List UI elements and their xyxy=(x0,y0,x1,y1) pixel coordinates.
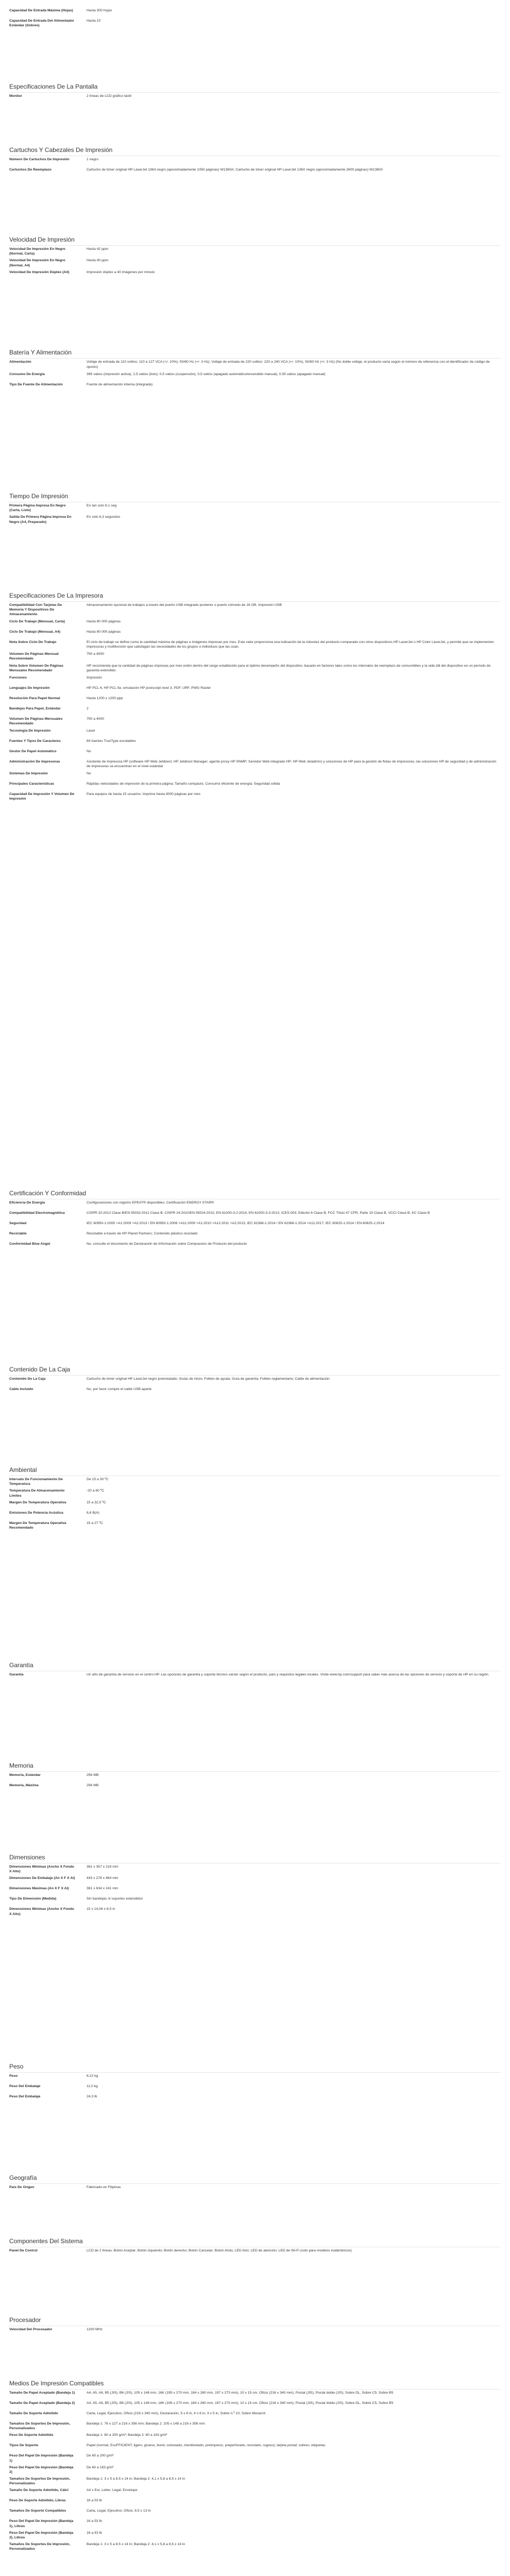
spec-value: 381 x 634 x 241 mm xyxy=(87,1887,118,1891)
spec-value: 15 a 32,5 ºC xyxy=(87,1500,106,1504)
spec-section xyxy=(9,590,501,803)
spec-rows xyxy=(9,1772,501,1792)
spec-value: 750 a 4000 xyxy=(87,652,105,656)
spec-label: Número De Cartuchos De Impresión xyxy=(9,158,70,161)
section-title: Componentes Del Sistema xyxy=(9,2236,501,2247)
spec-label: Funciones xyxy=(9,676,27,680)
spec-value: 15 x 14,06 x 8,5 in xyxy=(87,1907,115,1911)
spec-label: Tamaño De Papel Aceptado (Bandeja 2) xyxy=(9,2401,75,2405)
spec-row xyxy=(9,514,501,525)
spec-section xyxy=(9,234,501,279)
spec-value: Hasta 42 ppm xyxy=(87,247,109,251)
spec-rows xyxy=(9,1376,501,1396)
spec-row xyxy=(9,602,501,618)
spec-row xyxy=(9,1863,501,1875)
spec-rows xyxy=(9,93,501,103)
spec-section xyxy=(9,2173,501,2194)
spec-rows xyxy=(9,1476,501,1531)
spec-section xyxy=(9,1852,501,1918)
spec-row xyxy=(9,2400,501,2410)
spec-label: Sistemas De Impresión xyxy=(9,772,48,776)
spec-value: Carta, Legal, Ejecutivo, Oficio (216 x 340 mm), Declaración, 5 x 8 in, 4 x 6 in, 3 x 5 in, Sobre n.º 10, Sobre Monarch xyxy=(87,2412,266,2415)
spec-label: Salida De Primera Página Impresa En Negro (A4, Preparado) xyxy=(9,515,72,524)
spec-label: Velocidad De Impresión En Negro (Normal, A4) xyxy=(9,259,65,267)
spec-row xyxy=(9,1199,501,1210)
spec-label: Dimensiones De Embalaje (An X F X Al) xyxy=(9,1876,75,1880)
spec-label: Peso Del Papel De Impresión (Bandeja 2), Libras xyxy=(9,2531,74,2539)
spec-rows xyxy=(9,2247,501,2258)
spec-row xyxy=(9,1210,501,1220)
spec-row xyxy=(9,381,501,392)
spec-rows xyxy=(9,1199,501,1251)
spec-value: 6,6 B(A) xyxy=(87,1511,99,1515)
spec-value: No, consulte el documento de Declaración de Información sobre Compuestos de Producto del producto xyxy=(87,1242,247,1246)
spec-value: 395 vatios (impresión activa), 2,5 vatios (listo), 0,5 vatios (suspensión), 0,5 vatios (apagado automático/encendido manual), 0,05 vatios (apagado manual) xyxy=(87,372,326,376)
spec-row xyxy=(9,257,501,268)
spec-value: En solo 6,3 segundos xyxy=(87,515,121,519)
spec-value: Reciclable a través de HP Planet Partners; Contenido plástico reciclado xyxy=(87,1232,198,1235)
spec-label: Peso Del Papel De Impresión (Bandeja 2) xyxy=(9,2465,74,2474)
spec-label: Capacidad De Entrada Del Alimentador Estándar (Sobres) xyxy=(9,19,74,28)
spec-label: Eficiencia De Energía xyxy=(9,1201,45,1205)
spec-value: En tan solo 6,1 seg xyxy=(87,504,117,507)
spec-label: Nota Sobre Volumen De Páginas Mensuales Recomendado xyxy=(9,664,63,672)
spec-row xyxy=(9,1885,501,1895)
section-title: Peso xyxy=(9,2061,501,2073)
spec-row xyxy=(9,166,501,177)
spec-value: De 15 a 30 ºC xyxy=(87,1478,109,1481)
spec-row xyxy=(9,2326,501,2336)
spec-rows xyxy=(9,2326,501,2336)
section-title: Garantía xyxy=(9,1660,501,1671)
spec-row xyxy=(9,2442,501,2452)
spec-value: No xyxy=(87,749,91,753)
spec-rows xyxy=(9,156,501,177)
section-title: Dimensiones xyxy=(9,1852,501,1863)
section-title: Ambiental xyxy=(9,1465,501,1476)
spec-row xyxy=(9,2247,501,2258)
spec-label: Monitor xyxy=(9,94,22,98)
spec-row xyxy=(9,738,501,748)
spec-row xyxy=(9,758,501,771)
spec-value: 16 a 53 lb xyxy=(87,2499,102,2503)
spec-value: Voltaje de entrada de 110 voltios: 110 a 127 VCA (+/- 10%), 50/60 Hz (+/- 3 Hz); Voltaje de entrada de 220 voltios: 220 a 240 VCA (+/- 10%), 50/60 Hz (+/- 3 Hz) (No doble voltaje, el producto varía según el número de referencia con el identificador de código de opción) xyxy=(87,360,490,369)
spec-value: 750 a 4000 xyxy=(87,717,105,721)
spec-row xyxy=(9,246,501,257)
spec-rows xyxy=(9,1863,501,1918)
spec-value: Bandeja 1: 60 a 200 g/m²; Bandeja 2: 60 a 163 g/m² xyxy=(87,2433,167,2437)
spec-section xyxy=(9,1465,501,1531)
spec-label: Margen De Temperatura Operativa Recomendado xyxy=(9,1521,66,1530)
spec-label: Capacidad De Impresión Y Volumen De Impresión xyxy=(9,792,75,801)
spec-label: Alimentación xyxy=(9,360,31,364)
spec-section xyxy=(9,1660,501,1682)
spec-label: Memoria, Estándar xyxy=(9,1773,41,1777)
spec-row xyxy=(9,2487,501,2497)
spec-section xyxy=(9,81,501,103)
spec-label: Tamaño De Papel Aceptado (Bandeja 1) xyxy=(9,2391,75,2395)
spec-value: 11,0 kg xyxy=(87,2084,98,2088)
section-title: Batería Y Alimentación xyxy=(9,347,501,359)
spec-value: Fabricado en Filipinas xyxy=(87,2185,121,2189)
spec-label: Resolución Para Papel Normal xyxy=(9,697,60,701)
spec-row xyxy=(9,727,501,738)
spec-label: Consumo De Energía xyxy=(9,372,45,376)
spec-row xyxy=(9,1230,501,1241)
spec-label: Capacidad De Entrada Máxima (Hojas) xyxy=(9,9,73,12)
spec-row xyxy=(9,502,501,514)
spec-rows xyxy=(9,246,501,279)
spec-label: Tamaño De Soporte Admitido, Cálcl xyxy=(9,2488,69,2493)
spec-row xyxy=(9,674,501,685)
spec-value: Bandeja 1: 3 x 5 a 8,5 x 14 in; Bandeja 2: 4,1 x 5,8 a 8,5 x 14 in xyxy=(87,2543,185,2547)
spec-row xyxy=(9,2184,501,2194)
spec-row xyxy=(9,2410,501,2420)
spec-label: Dimensiones Mínimas (Ancho X Fondo X Alto) xyxy=(9,1865,74,1874)
spec-label: Velocidad De Impresión En Negro (Normal, Carta) xyxy=(9,247,65,256)
spec-section xyxy=(9,347,501,392)
spec-value: 16 a 43 lb xyxy=(87,2531,102,2535)
spec-section xyxy=(9,491,501,526)
spec-row xyxy=(9,2541,501,2552)
spec-rows xyxy=(9,2389,501,2552)
spec-label: Tecnología De Impresión xyxy=(9,728,51,733)
spec-row xyxy=(9,1906,501,1917)
spec-section xyxy=(9,2378,501,2552)
spec-row xyxy=(9,18,501,29)
spec-value: A4 x Ext, Letter, Legal, Envelope xyxy=(87,2488,138,2493)
spec-value: 381 x 357 x 216 mm xyxy=(87,1865,118,1869)
spec-label: Fuentes Y Tipos De Caracteres xyxy=(9,739,61,743)
spec-row xyxy=(9,1875,501,1885)
spec-label: Bandejas Para Papel, Estándar xyxy=(9,707,61,711)
spec-row xyxy=(9,2497,501,2507)
spec-section xyxy=(9,1364,501,1396)
spec-row xyxy=(9,1782,501,1792)
spec-label: Velocidad De Impresión Dúplex (A4) xyxy=(9,270,70,274)
spec-row xyxy=(9,651,501,662)
spec-value: 1200 MHz xyxy=(87,2328,103,2331)
spec-label: Principales Características xyxy=(9,782,54,786)
spec-row xyxy=(9,93,501,103)
spec-row xyxy=(9,2073,501,2083)
spec-rows xyxy=(9,2184,501,2194)
spec-row xyxy=(9,371,501,381)
spec-value: 84 fuentes TrueType escalables xyxy=(87,739,136,743)
spec-label: Memoria, Máxima xyxy=(9,1784,39,1787)
section-title: Medios De Impresión Compatibles xyxy=(9,2378,501,2389)
spec-value: Bandeja 1: 76 x 127 a 216 x 356 mm; Bandeja 2: 105 x 148 a 216 x 356 mm xyxy=(87,2422,205,2426)
spec-row xyxy=(9,781,501,791)
spec-value: LCD de 2 líneas; Botón Aceptar; Botón izquierdo; Botón derecho; Botón Cancelar; Botón Atrás; LED listo; LED de atención; LED de Wi-Fi (solo para modelos inalámbricos) xyxy=(87,2249,352,2252)
spec-value: 8,22 kg xyxy=(87,2074,98,2078)
spec-value: Un año de garantía de servicio en el centro HP. Las opciones de garantía y soporte técnico varían según el producto, país y requisitos legales locales. Visite www.hp.com/support para saber más acerca de las opciones de servicio y soporte de HP en su región. xyxy=(87,1673,489,1676)
spec-label: Cable Incluido xyxy=(9,1387,33,1391)
spec-label: Peso De Soporte Admitido xyxy=(9,2433,54,2437)
spec-value: Para equipos de hasta 15 usuarios; Imprime hasta 4000 páginas por mes xyxy=(87,792,201,796)
spec-label: Intervalo De Funcionamiento De Temperatura xyxy=(9,1478,63,1486)
spec-label: Tamaños De Soportes De Impresión, Personalizados xyxy=(9,2543,71,2551)
section-title: Velocidad De Impresión xyxy=(9,234,501,246)
spec-value: Rápidas velocidades de impresión de la primera página; Tamaño compacto; Consumo eficiente de energía; Seguridad sólida xyxy=(87,782,280,786)
spec-label: Primera Página Impresa En Negro (Carta, Listo) xyxy=(9,504,66,513)
spec-value: Hasta 40 ppm xyxy=(87,259,109,263)
spec-value: 2 xyxy=(87,707,89,711)
spec-label: Tamaño De Soporte Admitido xyxy=(9,2412,58,2415)
section-title: Geografía xyxy=(9,2173,501,2184)
spec-row xyxy=(9,2518,501,2529)
spec-value: De 60 a 200 g/m² xyxy=(87,2454,114,2458)
spec-value: Almacenamiento opcional de trabajos a través del puerto USB integrado posterior o puerto cómodo de 16 GB, Impresión USB xyxy=(87,603,282,607)
spec-label: Administración De Impresoras xyxy=(9,759,60,764)
spec-row xyxy=(9,1220,501,1230)
spec-label: Reciclable xyxy=(9,1232,27,1235)
spec-label: Velocidad Del Procesador xyxy=(9,2328,53,2331)
spec-label: Ciclo De Trabajo (Mensual, Carta) xyxy=(9,619,65,623)
spec-value: Cartucho de tóner original HP LaserJet negro preinstalado; Guías de inicio; Folleto de ayuda; Guía de garantía; Folleto reglamentario; Cable de alimentación xyxy=(87,1377,330,1381)
spec-value: 2 líneas de LCD gráfico táctil xyxy=(87,94,131,98)
spec-label: Emisiones De Potencia Acústica xyxy=(9,1511,63,1515)
spec-row xyxy=(9,2420,501,2432)
section-title: Tiempo De Impresión xyxy=(9,491,501,502)
spec-value: HP recomienda que la cantidad de páginas impresas por mes estén dentro del rango establecido para el óptimo desempeño del dispositivo, basado en factores tales como los intervalos de reemplazo de consumibles y la vida útil del dispositivo en un período de garantía extendido. xyxy=(87,664,491,673)
spec-value: 256 MB xyxy=(87,1784,99,1787)
spec-label: Temperatura De Almacenamiento Límites xyxy=(9,1489,65,1498)
spec-label: Cartuchos De Reemplazo xyxy=(9,168,52,172)
spec-row xyxy=(9,1476,501,1487)
spec-row xyxy=(9,359,501,371)
spec-value: Láser xyxy=(87,728,96,733)
spec-section xyxy=(9,2236,501,2258)
spec-value: 16 a 53 lb xyxy=(87,2519,102,2523)
spec-row xyxy=(9,156,501,166)
spec-row xyxy=(9,1487,501,1499)
spec-row xyxy=(9,685,501,695)
spec-label: Lenguajes De Impresión xyxy=(9,686,50,690)
spec-row xyxy=(9,1671,501,1682)
spec-rows xyxy=(9,7,501,29)
spec-section xyxy=(9,2315,501,2336)
spec-section xyxy=(9,7,501,29)
spec-section xyxy=(9,145,501,177)
spec-label: Dimensiones Mínimas (Ancho X Fondo X Alto) xyxy=(9,1907,74,1916)
spec-row xyxy=(9,1241,501,1251)
spec-label: Seguridad xyxy=(9,1222,27,1225)
spec-value: 24,3 lb xyxy=(87,2095,97,2098)
spec-value: IEC 60950-1:2005 +A1:2009 +A2:2013 / EN 60950-1:2006 +A11:2009 +A1:2010 +A12:2011 +A2:2013, IEC 62368-1:2014 / EN 62368-1:2014 +A11:2017, IEC 60825-1:2014 / EN 60825-1:2014 xyxy=(87,1222,385,1225)
spec-value: -20 a 60 ºC xyxy=(87,1489,105,1493)
spec-label: Tipo De Fuente De Alimentación xyxy=(9,382,63,386)
spec-row xyxy=(9,1376,501,1386)
spec-label: Tamaños De Soportes De Impresión, Personalizados xyxy=(9,2477,71,2486)
spec-row xyxy=(9,1895,501,1906)
spec-row xyxy=(9,2452,501,2464)
spec-row xyxy=(9,716,501,727)
spec-label: Ciclo De Trabajo (Mensual, A4) xyxy=(9,630,61,634)
spec-label: Contenido De La Caja xyxy=(9,1377,46,1381)
spec-value: El ciclo de trabajo se define como la cantidad máxima de páginas e imágenes impresas por mes. Este valor proporciona una indicación de la robustez del producto comparado con otros dispositivos HP LaserJet o HP Color LaserJet, y permite que se implementen impresoras y multifunción que satisfagan las necesidades de los grupos o individuos que las usan. xyxy=(87,640,494,649)
spec-value: Asistente de impresora HP (software HP Web Jetdirect; HP Jetdirect Manager; agente proxy HP SNMP; Servidor Web integrado HP; HP Web Jetadmin) y soluciones de HP para la gestión de flotas de impresoras; las soluciones HP de seguridad y de administración de impresoras se encuentran en el nivel estándar xyxy=(87,759,497,769)
spec-value: Papel (normal, EcoFFICIENT, ligero, grueso, bond, coloreado, membretado, preimpreso, preperforado, reciclado, rugoso); tarjeta postal; sobres; etiquetas xyxy=(87,2444,326,2448)
spec-value: Configuraciones con registro EPEAT® disponibles; Certificación ENERGY STAR® xyxy=(87,1201,214,1205)
section-title: Procesador xyxy=(9,2315,501,2326)
spec-row xyxy=(9,2530,501,2541)
spec-rows xyxy=(9,359,501,392)
spec-section xyxy=(9,1760,501,1792)
spec-row xyxy=(9,7,501,18)
spec-label: Dimensiones Máximas (An X F X Al) xyxy=(9,1887,69,1891)
spec-row xyxy=(9,639,501,651)
spec-row xyxy=(9,1499,501,1510)
spec-label: Volumen De Páginas Mensuales Recomendado xyxy=(9,717,63,726)
spec-row xyxy=(9,1510,501,1520)
spec-value: 443 x 278 x 464 mm xyxy=(87,1876,118,1880)
spec-row xyxy=(9,618,501,629)
spec-value: CISPR 32:2012 Clase B/EN 55032:2012 Clase B, CISPR 24:2010/EN 55024:2010, EN 61000-3-2:2014, EN 61000-3-3:2013, ICES-003, Edición 6 Clase B, FCC Título 47 CFR, Parte 15 Clase B, VCCI Clase B, KC Clase B xyxy=(87,1211,430,1215)
spec-value: Impresión xyxy=(87,676,102,680)
spec-value: Sin bandejas ni soportes extendidos xyxy=(87,1897,143,1901)
spec-row xyxy=(9,629,501,639)
spec-value: De 60 a 163 g/m² xyxy=(87,2465,114,2469)
spec-label: Gestor De Papel Automático xyxy=(9,749,57,753)
spec-rows xyxy=(9,502,501,526)
spec-label: Panel De Control xyxy=(9,2249,38,2252)
spec-value: 15 a 27 ºC xyxy=(87,1521,103,1525)
spec-value: No xyxy=(87,772,91,776)
section-title: Contenido De La Caja xyxy=(9,1364,501,1376)
spec-value: Impresión dúplex a 40 imágenes por minuto xyxy=(87,270,155,274)
spec-label: Peso Del Papel De Impresión (Bandeja 1), Libras xyxy=(9,2519,74,2528)
spec-value: HP PCL 6, HP PCL 5e, emulación HP postscript nivel 3, PDF, URF, PWG Raster xyxy=(87,686,211,690)
spec-label: Tipo De Dimensión (Medida) xyxy=(9,1897,57,1901)
spec-row xyxy=(9,1386,501,1396)
spec-value: Bandeja 1: 3 x 5 a 8,5 x 14 in; Bandeja 2: 4,1 x 5,8 a 8,5 x 14 in xyxy=(87,2477,185,2481)
spec-value: 1 negro xyxy=(87,158,99,161)
spec-row xyxy=(9,2083,501,2093)
spec-row xyxy=(9,1520,501,1531)
spec-label: Peso De Soporte Admitido, Libras xyxy=(9,2499,66,2503)
spec-label: Compatibilidad Con Tarjetas De Memoria Y Dispositivos De Almacenamiento xyxy=(9,603,62,617)
spec-label: Garantía xyxy=(9,1673,24,1676)
spec-label: País De Origen xyxy=(9,2185,35,2189)
section-title: Certificación Y Conformidad xyxy=(9,1188,501,1199)
spec-value: Hasta 10 xyxy=(87,19,101,23)
spec-section xyxy=(9,2061,501,2104)
spec-label: Margen De Temperatura Operativa xyxy=(9,1500,66,1504)
spec-row xyxy=(9,2507,501,2518)
spec-row xyxy=(9,770,501,781)
spec-row xyxy=(9,269,501,279)
spec-label: Conformidad Blue Angel xyxy=(9,1242,50,1246)
spec-value: No, por favor compre el cable USB aparte xyxy=(87,1387,152,1391)
section-title: Especificaciones De La Impresora xyxy=(9,590,501,602)
section-title: Memoria xyxy=(9,1760,501,1772)
spec-row xyxy=(9,791,501,802)
spec-value: Hasta 80 000 páginas xyxy=(87,630,121,634)
spec-value: Hasta 300 hojas xyxy=(87,9,112,12)
spec-label: Peso Del Papel De Impresión (Bandeja 1) xyxy=(9,2454,74,2463)
spec-value: Cartucho de tóner original HP LaserJet 136A negro (aproximadamente 1050 páginas) W1360A; Cartucho de tóner original HP LaserJet 136X negro (aproximadamente 2600 páginas) W1360X xyxy=(87,168,383,172)
spec-row xyxy=(9,705,501,716)
spec-value: Hasta 1200 x 1200 ppp xyxy=(87,697,123,701)
spec-value: A4, A5, A6, B5 (JIS), B6 (JIS), 105 x 148 mm, 16K (195 x 270 mm, 184 x 260 mm, 197 x 273 mm), 10 x 15 cm, Oficio (216 x 340 mm), Postal (JIS), Postal doble (JIS), Sobre DL, Sobre C5, Sobre B5 xyxy=(87,2401,394,2405)
spec-section xyxy=(9,1188,501,1251)
spec-label: Tamaños De Soporte Compatibles xyxy=(9,2509,66,2513)
spec-rows xyxy=(9,2073,501,2104)
spec-label: Volumen De Páginas Mensual Recomendado xyxy=(9,652,59,661)
spec-row xyxy=(9,748,501,758)
spec-rows xyxy=(9,1671,501,1682)
spec-value: Carta, Legal, Ejecutivo, Oficio, 8,5 x 13 in xyxy=(87,2509,151,2513)
spec-rows xyxy=(9,602,501,803)
spec-label: Peso Del Embalaje xyxy=(9,2095,41,2098)
spec-value: 256 MB xyxy=(87,1773,99,1777)
spec-row xyxy=(9,2432,501,2442)
spec-label: Tamaños De Soportes De Impresión, Personalizados xyxy=(9,2422,71,2431)
spec-row xyxy=(9,2476,501,2487)
spec-row xyxy=(9,663,501,675)
spec-label: Peso Del Embalaje xyxy=(9,2084,41,2088)
spec-label: Peso xyxy=(9,2074,18,2078)
spec-row xyxy=(9,695,501,705)
section-title: Cartuchos Y Cabezales De Impresión xyxy=(9,145,501,156)
spec-row xyxy=(9,2093,501,2104)
spec-label: Compatibilidad Electromagnética xyxy=(9,1211,65,1215)
spec-row xyxy=(9,1772,501,1782)
spec-value: Fuente de alimentación interna (integrada) xyxy=(87,382,153,386)
spec-row xyxy=(9,2464,501,2476)
spec-value: Hasta 80 000 páginas xyxy=(87,619,121,623)
spec-label: Tipos De Soporte xyxy=(9,2444,39,2448)
spec-label: Nota Sobre Ciclo De Trabajo xyxy=(9,640,57,644)
section-title: Especificaciones De La Pantalla xyxy=(9,81,501,93)
spec-value: A4, A5, A6, B5 (JIS), B6 (JIS), 105 x 148 mm, 16K (195 x 270 mm, 184 x 260 mm, 197 x 273 mm), 10 x 15 cm, Oficio (216 x 340 mm), Postal (JIS), Postal doble (JIS), Sobre DL, Sobre C5, Sobre B5 xyxy=(87,2391,394,2395)
spec-row xyxy=(9,2389,501,2400)
